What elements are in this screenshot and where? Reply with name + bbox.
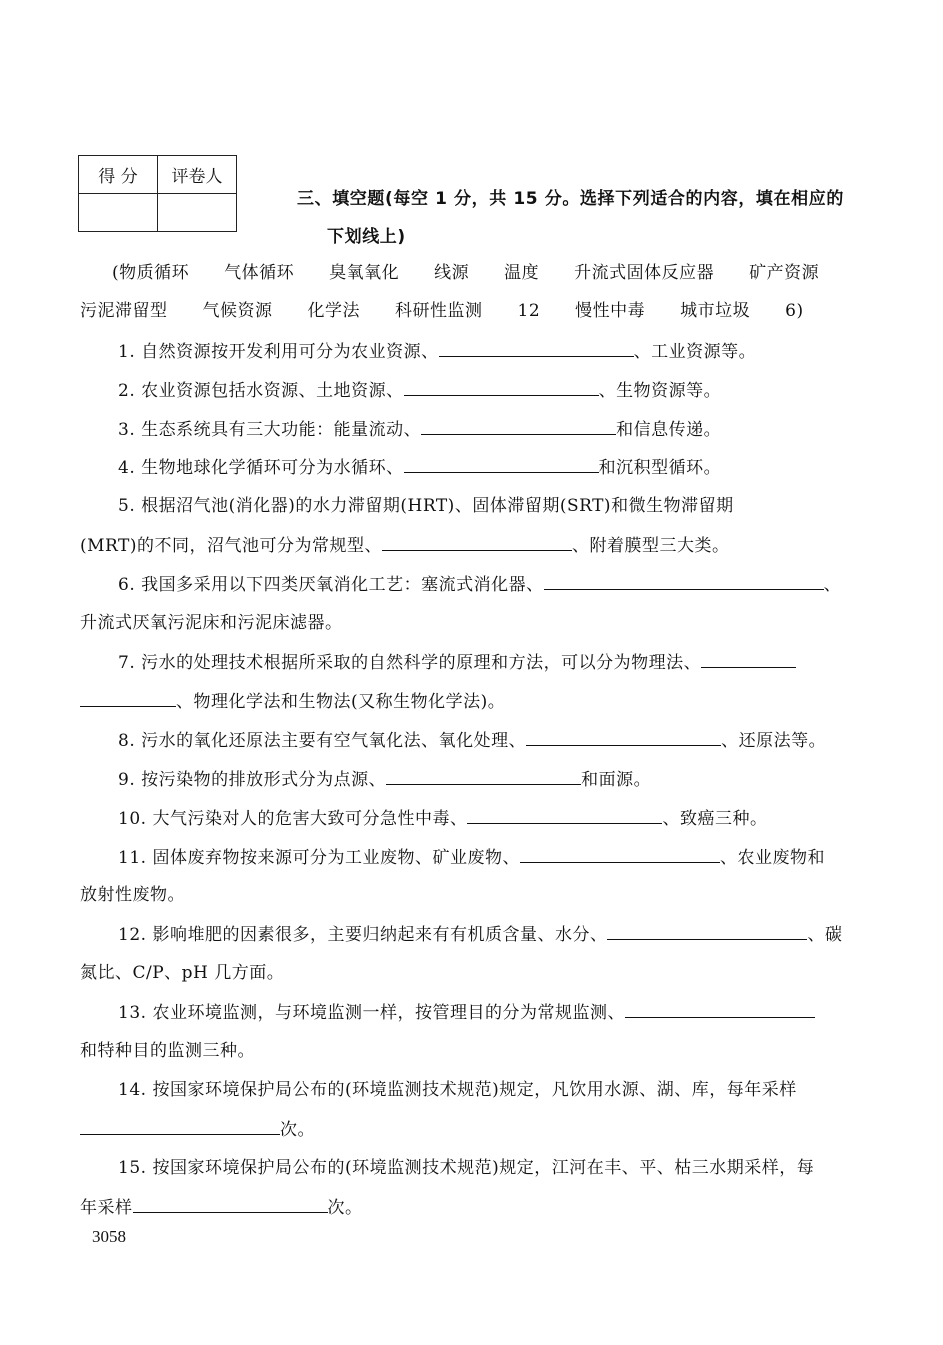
grader-cell[interactable] (158, 194, 237, 232)
question-1-text: 1. 自然资源按开发利用可分为农业资源、 (118, 342, 439, 362)
score-box (78, 155, 237, 232)
question-7 (118, 651, 796, 674)
question-13 (118, 1001, 815, 1024)
question-5-cont (80, 534, 730, 557)
section-title: 三、填空题(每空 1 分，共 15 分。选择下列适合的内容，填在相应的 (297, 189, 844, 209)
answer-blank-15[interactable] (133, 1196, 328, 1213)
question-8-text-end: 、还原法等。 (721, 731, 827, 751)
question-9-text-end: 和面源。 (581, 770, 652, 790)
question-11-text-end: 、农业废物和 (719, 848, 825, 868)
question-5-text: (MRT)的不同，沼气池可分为常规型、 (80, 536, 383, 556)
question-7-text: 7. 污水的处理技术根据所采取的自然科学的原理和方法，可以分为物理法、 (118, 653, 702, 673)
answer-blank-8[interactable] (526, 729, 721, 746)
answer-blank-1[interactable] (439, 340, 634, 357)
question-13-cont: 和特种目的监测三种。 (80, 1041, 255, 1061)
question-4-text: 4. 生物地球化学循环可分为水循环、 (118, 458, 404, 478)
question-8 (118, 729, 826, 752)
question-4 (118, 456, 721, 479)
question-8-text: 8. 污水的氧化还原法主要有空气氧化法、氧化处理、 (118, 731, 527, 751)
answer-blank-11[interactable] (520, 846, 720, 863)
question-14: 14. 按国家环境保护局公布的(环境监测技术规范)规定，凡饮用水源、湖、库，每年采样 (118, 1080, 797, 1100)
options-line-2: 污泥滞留型 气候资源 化学法 科研性监测 12 慢性中毒 城市垃圾 6) (80, 301, 804, 321)
question-15-text: 年采样 (80, 1198, 133, 1218)
question-6-text: 6. 我国多采用以下四类厌氧消化工艺：塞流式消化器、 (118, 575, 544, 595)
question-6-cont: 升流式厌氧污泥床和污泥床滤器。 (80, 613, 343, 633)
question-6-text-end: 、 (823, 575, 842, 595)
grader-header: 评卷人 (158, 156, 237, 194)
score-header: 得 分 (79, 156, 158, 194)
answer-blank-9[interactable] (386, 768, 581, 785)
question-2-text-end: 、生物资源等。 (598, 381, 722, 401)
question-10-text: 10. 大气污染对人的危害大致可分急性中毒、 (118, 809, 468, 829)
section-title-cont: 下划线上) (327, 227, 406, 247)
question-10 (118, 807, 767, 830)
question-1 (118, 340, 756, 363)
question-7-cont (80, 690, 505, 713)
question-2 (118, 379, 721, 402)
answer-blank-7[interactable] (701, 651, 796, 668)
question-15: 15. 按国家环境保护局公布的(环境监测技术规范)规定，江河在丰、平、枯三水期采样，每 (118, 1158, 815, 1178)
question-9 (118, 768, 651, 791)
question-13-text: 13. 农业环境监测，与环境监测一样，按管理目的分为常规监测、 (118, 1003, 625, 1023)
question-4-text-end: 和沉积型循环。 (598, 458, 722, 478)
question-12-text-end: 、碳 (807, 925, 843, 945)
question-14-text-end: 次。 (280, 1120, 315, 1140)
answer-blank-3[interactable] (421, 418, 616, 435)
question-2-text: 2. 农业资源包括水资源、土地资源、 (118, 381, 404, 401)
question-5-text-end: 、附着膜型三大类。 (572, 536, 730, 556)
answer-blank-5[interactable] (382, 534, 572, 551)
question-1-text-end: 、工业资源等。 (633, 342, 757, 362)
question-11 (118, 846, 825, 869)
answer-blank-12[interactable] (607, 923, 807, 940)
answer-blank-10[interactable] (467, 807, 662, 824)
question-7-text-end: 、物理化学法和生物法(又称生物化学法)。 (176, 692, 506, 712)
question-15-cont (80, 1196, 363, 1219)
answer-blank-4[interactable] (404, 456, 599, 473)
question-6 (118, 573, 841, 596)
question-11-cont: 放射性废物。 (80, 885, 185, 905)
question-15-text-end: 次。 (327, 1198, 363, 1218)
answer-blank-13[interactable] (625, 1001, 815, 1018)
options-line-1: (物质循环 气体循环 臭氧氧化 线源 温度 升流式固体反应器 矿产资源 (112, 263, 820, 283)
question-12-text: 12. 影响堆肥的因素很多，主要归纳起来有有机质含量、水分、 (118, 925, 608, 945)
question-12-cont: 氮比、C/P、pH 几方面。 (80, 963, 285, 983)
page-number: 3058 (92, 1227, 126, 1246)
question-9-text: 9. 按污染物的排放形式分为点源、 (118, 770, 387, 790)
question-5: 5. 根据沼气池(消化器)的水力滞留期(HRT)、固体滞留期(SRT)和微生物滞留期 (118, 496, 734, 516)
score-cell[interactable] (79, 194, 158, 232)
question-3 (118, 418, 721, 441)
question-3-text-end: 和信息传递。 (616, 420, 722, 440)
answer-blank-14[interactable] (80, 1118, 280, 1135)
question-14-cont (80, 1118, 315, 1141)
question-3-text: 3. 生态系统具有三大功能：能量流动、 (118, 420, 422, 440)
question-12 (118, 923, 842, 946)
question-11-text: 11. 固体废弃物按来源可分为工业废物、矿业废物、 (118, 848, 520, 868)
answer-blank-6[interactable] (544, 573, 824, 590)
answer-blank-7-cont[interactable] (80, 690, 176, 707)
question-10-text-end: 、致癌三种。 (662, 809, 768, 829)
answer-blank-2[interactable] (404, 379, 599, 396)
